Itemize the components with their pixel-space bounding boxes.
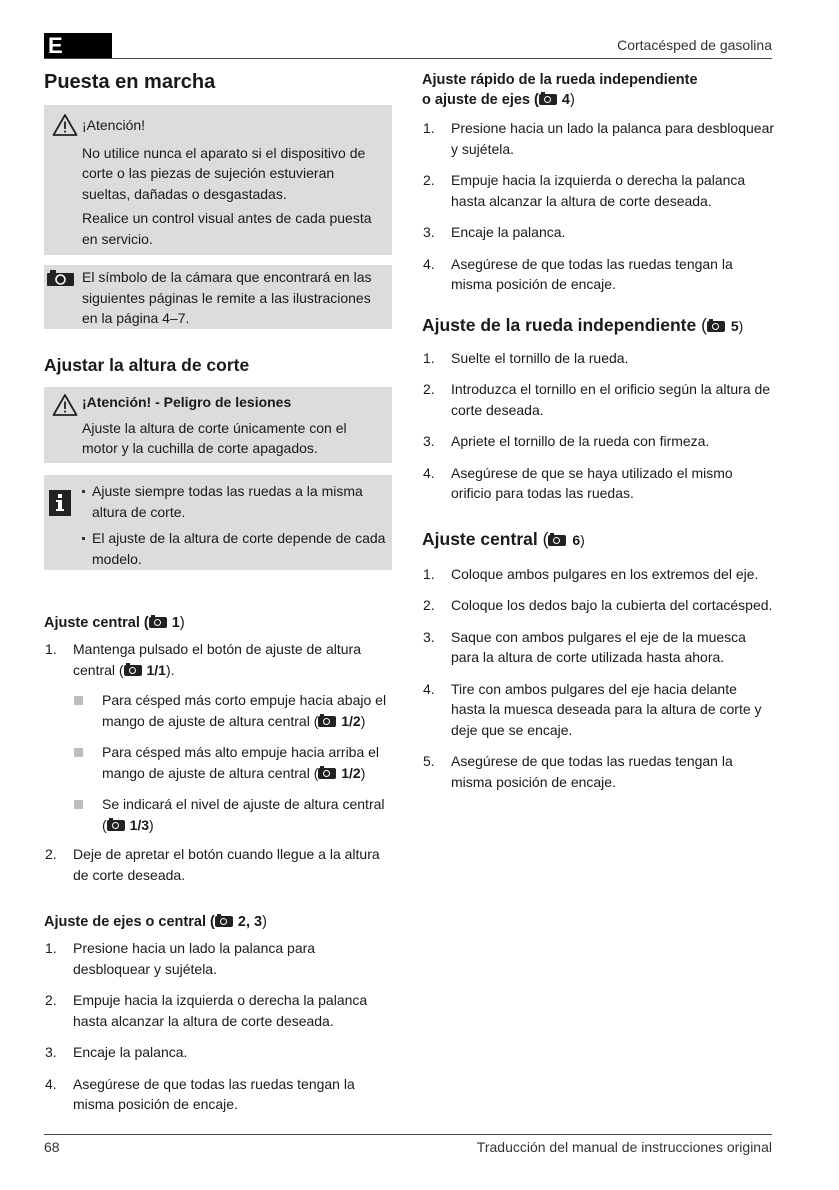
info-body xyxy=(44,481,392,569)
step-item xyxy=(422,463,774,504)
step-text: Introduzca el tornillo en el orificio según la altura de corte deseada. xyxy=(451,381,771,418)
step-item xyxy=(44,938,392,979)
step-item xyxy=(422,118,774,159)
section-title-altura: Ajustar la altura de corte xyxy=(44,355,250,375)
language-code: E xyxy=(48,33,63,58)
title-text: Ajuste central xyxy=(422,528,538,549)
footer-text: Traducción del manual de instrucciones original xyxy=(476,1139,772,1155)
step-text-end: ). xyxy=(165,661,175,678)
subsection-title-central xyxy=(44,613,392,633)
step-number: 1. xyxy=(423,565,435,582)
step-number: 1. xyxy=(423,120,435,136)
info-item xyxy=(82,528,386,569)
step-item xyxy=(44,1042,392,1063)
step-item xyxy=(44,844,392,885)
figure-ref: 1 xyxy=(171,615,180,631)
bullet-icon xyxy=(82,490,85,493)
camera-icon xyxy=(124,665,142,676)
camera-note-box xyxy=(44,265,392,329)
step-text: Presione hacia un lado la palanca para desbloquear y sujétela. xyxy=(451,120,775,157)
camera-icon xyxy=(107,820,125,831)
warning-text-2: Realice un control visual antes de cada puesta en servicio. xyxy=(82,210,372,247)
left-column xyxy=(44,68,392,1126)
camera-icon xyxy=(539,94,557,105)
step-item xyxy=(44,990,392,1031)
step-text: Empuje hacia la izquierda o derecha la palanca hasta alcanzar la altura de corte deseada. xyxy=(451,172,746,209)
step-number: 5. xyxy=(423,753,435,769)
central-steps xyxy=(44,639,392,885)
section-title-puesta: Puesta en marcha xyxy=(44,71,216,93)
step-number: 3. xyxy=(423,433,435,449)
info-item-text: El ajuste de la altura de corte depende de cada modelo. xyxy=(92,530,386,567)
title-line-1: Ajuste rápido de la rueda independiente xyxy=(422,72,698,88)
step-text: Tire con ambos pulgares del eje hacia delante hasta la muesca deseada para la altura de corte y deje que se encaje. xyxy=(451,680,762,738)
sub-text-end: ) xyxy=(360,764,366,781)
square-bullet-icon xyxy=(74,696,83,705)
camera-icon xyxy=(47,270,74,286)
sub-item xyxy=(73,742,392,783)
sub-list xyxy=(73,690,392,835)
camera-icon xyxy=(318,768,336,779)
figure-ref: 4 xyxy=(561,92,570,108)
step-item xyxy=(422,379,774,420)
quick-steps xyxy=(422,118,774,295)
right-column xyxy=(422,70,774,803)
subsection-title-axes xyxy=(44,912,392,932)
axes-steps xyxy=(44,938,392,1115)
warning-body xyxy=(44,115,392,249)
step-item xyxy=(422,170,774,211)
step-text: Mantenga pulsado el botón de ajuste de altura central ( xyxy=(73,641,361,678)
title-close: ) xyxy=(179,615,185,631)
sub-text: Para césped más corto empuje hacia abajo el mango de ajuste de altura central ( xyxy=(102,692,387,729)
step-text: Encaje la palanca. xyxy=(73,1044,188,1060)
step-item xyxy=(422,222,774,243)
step-number: 2. xyxy=(45,992,57,1008)
independent-steps xyxy=(422,348,774,504)
step-number: 3. xyxy=(423,628,435,645)
sub-text-end: ) xyxy=(149,816,154,833)
title-paren: ( xyxy=(696,314,707,335)
title-line-2: o ajuste de ejes ( xyxy=(422,92,539,108)
step-item xyxy=(44,639,392,835)
step-number: 4. xyxy=(423,255,435,272)
step-number: 2. xyxy=(423,597,435,613)
step-number: 1. xyxy=(423,349,435,366)
step-number: 4. xyxy=(45,1075,57,1092)
info-icon xyxy=(49,490,71,516)
language-tab xyxy=(44,33,112,59)
sub-item xyxy=(73,794,392,835)
header-divider xyxy=(44,58,772,59)
figure-ref: 1/1 xyxy=(146,661,166,678)
document-title: Cortacésped de gasolina xyxy=(617,37,772,53)
step-text: Encaje la palanca. xyxy=(451,224,566,240)
step-text: Presione hacia un lado la palanca para desbloquear y sujétela. xyxy=(73,940,316,977)
camera-note-text: El símbolo de la cámara que encontrará en las siguientes páginas le remite a las ilustraciones en la página 4–7. xyxy=(82,269,372,326)
central-right-steps xyxy=(422,564,774,793)
figure-ref: 1/2 xyxy=(341,712,361,729)
step-text: Asegúrese de que se haya utilizado el mismo orificio para todas las ruedas. xyxy=(451,464,733,501)
square-bullet-icon xyxy=(74,800,83,809)
figure-ref: 6 xyxy=(572,531,581,548)
step-text: Asegúrese de que todas las ruedas tengan la misma posición de encaje. xyxy=(451,255,733,292)
camera-icon xyxy=(318,716,336,727)
step-item xyxy=(422,431,774,452)
step-text: Asegúrese de que todas las ruedas tengan la misma posición de encaje. xyxy=(451,753,733,790)
step-item xyxy=(422,627,774,668)
step-text: Asegúrese de que todas las ruedas tengan la misma posición de encaje. xyxy=(73,1075,355,1112)
section-title-central-right xyxy=(422,527,774,552)
step-item xyxy=(422,595,774,616)
step-item xyxy=(422,751,774,792)
step-number: 2. xyxy=(45,846,57,862)
page-number: 68 xyxy=(44,1139,60,1155)
title-close: ) xyxy=(738,317,744,334)
figure-ref: 2, 3 xyxy=(237,914,263,930)
info-list xyxy=(82,481,386,569)
sub-text: Se indicará el nivel de ajuste de altura central ( xyxy=(102,796,385,833)
footer-divider xyxy=(44,1134,772,1135)
step-text: Empuje hacia la izquierda o derecha la palanca hasta alcanzar la altura de corte deseada. xyxy=(73,992,368,1029)
info-item xyxy=(82,481,386,522)
title-close: ) xyxy=(569,92,575,108)
sub-text: Para césped más alto empuje hacia arriba el mango de ajuste de altura central ( xyxy=(102,744,380,781)
step-item xyxy=(422,679,774,741)
warning-title: ¡Atención! xyxy=(82,117,146,133)
step-number: 2. xyxy=(423,172,435,188)
bullet-icon xyxy=(82,537,85,540)
step-number: 3. xyxy=(45,1044,57,1060)
step-item xyxy=(422,254,774,295)
danger-text: Ajuste la altura de corte únicamente con el motor y la cuchilla de corte apagados. xyxy=(82,419,347,456)
step-number: 4. xyxy=(423,464,435,481)
danger-box xyxy=(44,387,392,463)
step-number: 4. xyxy=(423,680,435,697)
camera-icon xyxy=(548,535,566,546)
step-number: 1. xyxy=(45,940,57,956)
warning-text-1: No utilice nunca el aparato si el dispositivo de corte o las piezas de sujeción estuvieran sueltas, dañadas o desgastadas. xyxy=(82,144,366,202)
figure-ref: 5 xyxy=(730,317,739,334)
warning-triangle-icon xyxy=(52,393,78,417)
camera-icon xyxy=(149,617,167,628)
title-text: Ajuste central ( xyxy=(44,615,149,631)
danger-body xyxy=(44,392,392,459)
square-bullet-icon xyxy=(74,748,83,757)
step-text: Apriete el tornillo de la rueda con firmeza. xyxy=(451,433,710,449)
step-text: Suelte el tornillo de la rueda. xyxy=(451,349,629,366)
sub-text-end: ) xyxy=(360,712,366,729)
step-item xyxy=(422,348,774,369)
step-number: 2. xyxy=(423,381,435,397)
step-item xyxy=(422,564,774,585)
subsection-title-quick xyxy=(422,70,774,110)
section-title-independent xyxy=(422,313,774,338)
title-paren: ( xyxy=(537,528,549,549)
title-close: ) xyxy=(580,531,585,548)
info-item-text: Ajuste siempre todas las ruedas a la misma altura de corte. xyxy=(92,483,363,520)
warning-box xyxy=(44,105,392,255)
step-number: 1. xyxy=(45,641,57,657)
step-number: 3. xyxy=(423,224,435,240)
sub-item xyxy=(73,690,392,731)
camera-icon xyxy=(215,916,233,927)
figure-ref: 1/2 xyxy=(341,764,361,781)
info-box xyxy=(44,475,392,570)
step-text: Coloque los dedos bajo la cubierta del cortacésped. xyxy=(451,597,773,613)
step-text: Deje de apretar el botón cuando llegue a la altura de corte deseada. xyxy=(73,846,380,883)
step-text: Coloque ambos pulgares en los extremos del eje. xyxy=(451,565,759,582)
title-text: Ajuste de ejes o central ( xyxy=(44,914,215,930)
title-close: ) xyxy=(262,914,267,930)
step-text: Saque con ambos pulgares el eje de la muesca para la altura de corte utilizada hasta ahora. xyxy=(451,628,746,665)
danger-title: ¡Atención! - Peligro de lesiones xyxy=(82,394,292,410)
step-item xyxy=(44,1074,392,1115)
title-text: Ajuste de la rueda independiente xyxy=(422,314,697,335)
figure-ref: 1/3 xyxy=(129,816,150,833)
camera-icon xyxy=(707,321,725,332)
warning-triangle-icon xyxy=(52,113,78,137)
